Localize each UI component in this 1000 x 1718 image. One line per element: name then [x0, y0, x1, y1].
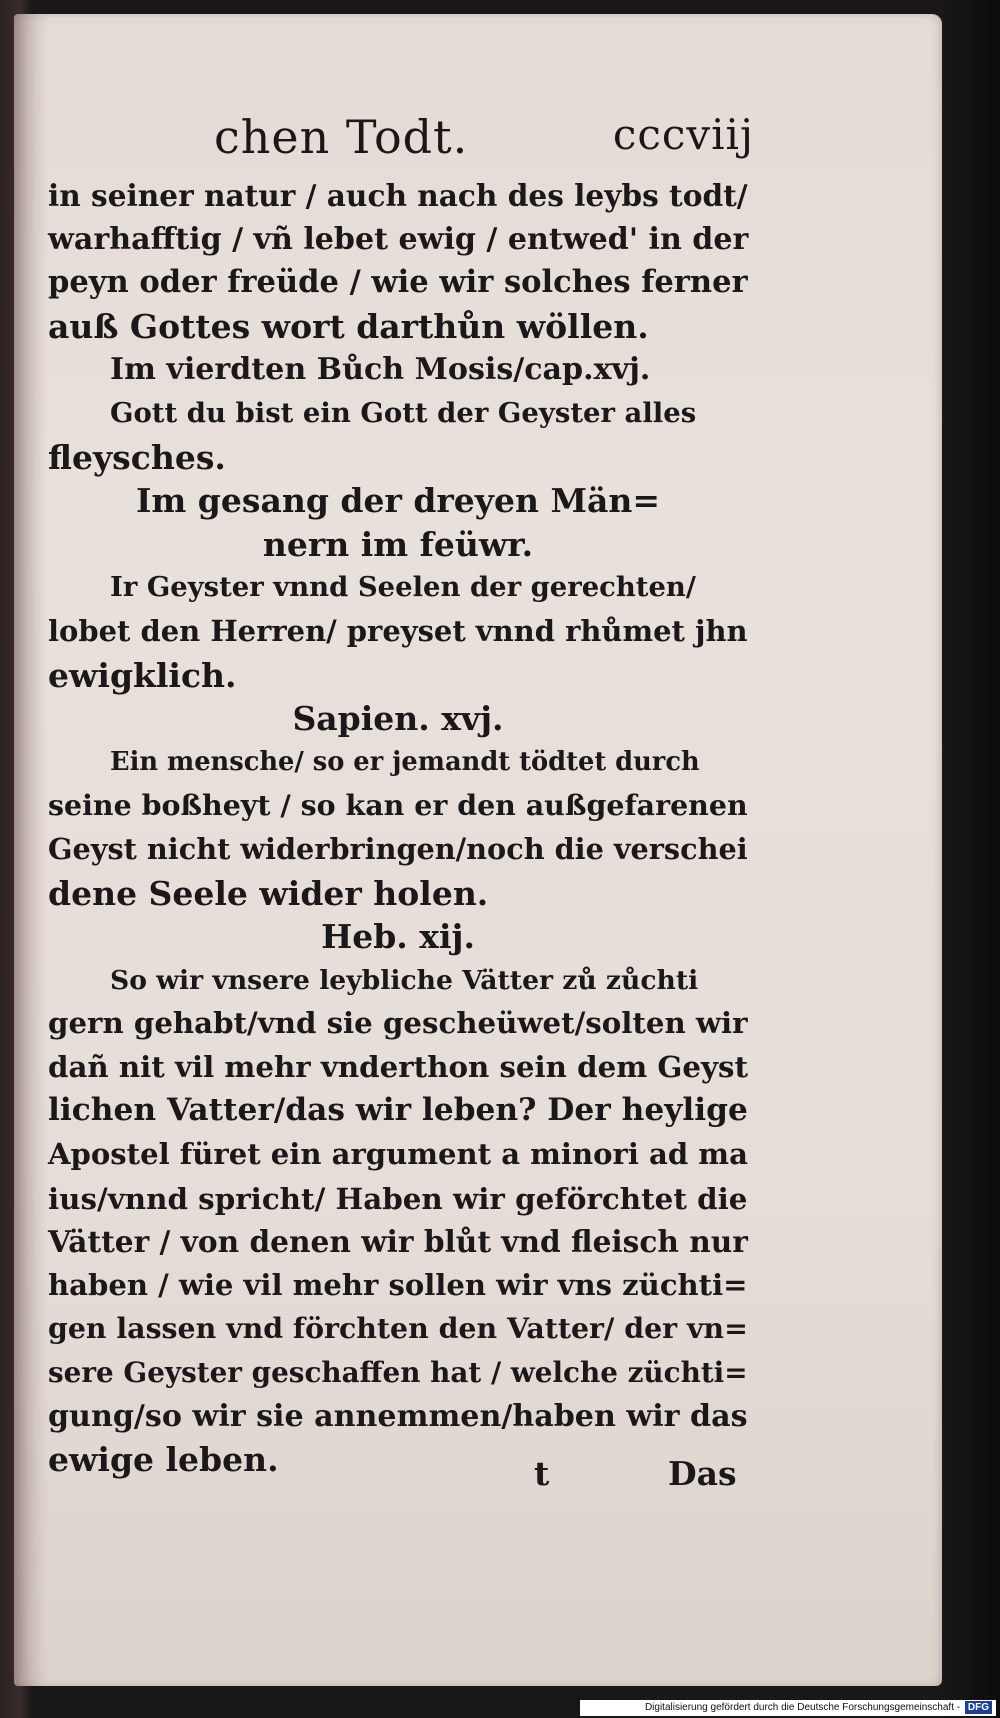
text-line: Im vierdten Bůch Mosis/cap.xvj. — [110, 352, 651, 388]
text-line: gung/so wir sie annemmen/haben wir das — [48, 1398, 748, 1434]
dfg-logo: DFG — [965, 1701, 992, 1714]
text-line: gern gehabt/vnd sie gescheüwet/solten wir — [48, 1006, 748, 1041]
text-line: ewige leben. — [48, 1440, 279, 1480]
text-line: Vätter / von denen wir blůt vnd fleisch nur — [48, 1224, 748, 1260]
text-line: nern im feüwr. — [262, 524, 534, 564]
text-line: Heb. xij. — [321, 917, 475, 957]
text-line: Apostel füret ein argument a minori ad ma — [48, 1137, 748, 1172]
text-line: sere Geyster geschaffen hat / welche züchti= — [48, 1356, 748, 1390]
text-line: dene Seele wider holen. — [48, 873, 489, 913]
text-line: Gott du bist ein Gott der Geyster alles — [110, 396, 697, 429]
text-line: So wir vnsere leybliche Vätter zů zůchti — [110, 964, 699, 996]
catchword: Das — [668, 1454, 737, 1493]
text-line: fleysches. — [48, 437, 226, 477]
text-line: in seiner natur / auch nach des leybs todt/ — [48, 178, 748, 213]
digitization-credit — [580, 1700, 996, 1716]
body-text — [48, 174, 748, 1482]
text-line: ius/vnnd spricht/ Haben wir geförchtet die — [48, 1180, 748, 1216]
text-line: ewigklich. — [48, 655, 237, 695]
running-head: chen Todt. — [214, 110, 469, 164]
book-page — [14, 14, 942, 1686]
text-line: Sapien. xvj. — [292, 699, 504, 739]
text-line: haben / wie vil mehr sollen wir vns züchti= — [48, 1267, 748, 1302]
text-line: Ir Geyster vnnd Seelen der gerechten/ — [110, 571, 696, 604]
signature-mark: t — [534, 1454, 550, 1493]
text-line: lobet den Herren/ preyset vnnd rhůmet jhn — [48, 613, 748, 648]
text-line: dañ nit vil mehr vnderthon sein dem Geyst — [48, 1049, 748, 1084]
text-line: auß Gottes wort darthůn wöllen. — [48, 306, 649, 346]
text-line: gen lassen vnd förchten den Vatter/ der vn= — [48, 1311, 748, 1346]
credit-text: Digitalisierung gefördert durch die Deutsche Forschungsgemeinschaft - — [644, 1702, 961, 1713]
text-line: lichen Vatter/das wir leben? Der heylige — [48, 1092, 748, 1129]
text-line: Im gesang der dreyen Män= — [135, 481, 661, 521]
text-line: peyn oder freüde / wie wir solches ferner — [48, 264, 748, 301]
text-line: Geyst nicht widerbringen/noch die verschei — [48, 831, 748, 866]
folio-number: cccviij — [612, 110, 754, 159]
text-line: Ein mensche/ so er jemandt tödtet durch — [110, 746, 700, 777]
text-line: seine boßheyt / so kan er den außgefarenen — [48, 788, 748, 823]
page-header — [214, 110, 754, 170]
text-line: warhafftig / vñ lebet ewig / entwed' in der — [48, 221, 749, 257]
